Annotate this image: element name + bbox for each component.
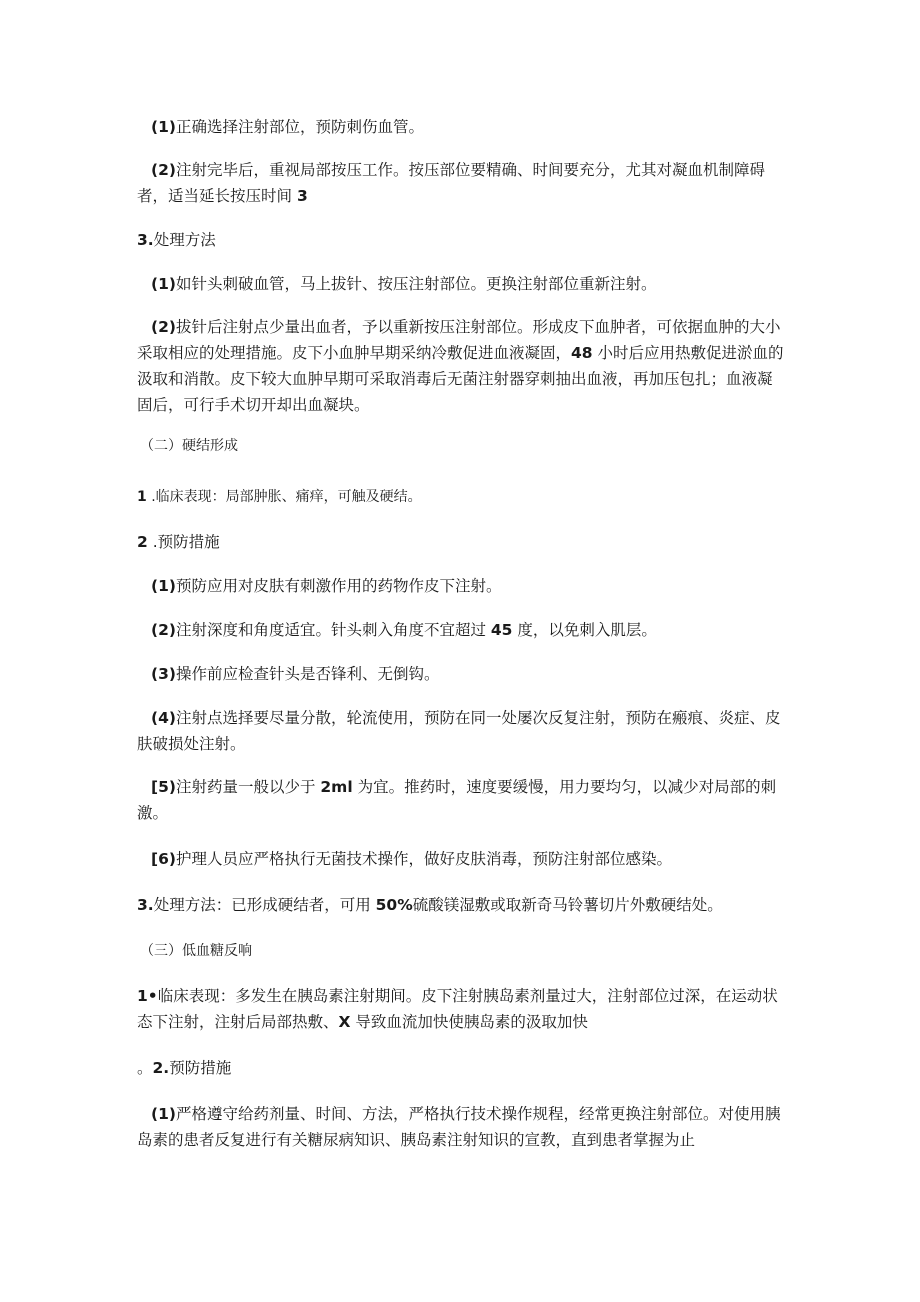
paragraph: (1)严格遵守给药剂量、时间、方法，严格执行技术操作规程，经常更换注射部位。对使用胰岛素的患者反复进行有关糖尿病知识、胰岛素注射知识的宣教，直到患者掌握为止: [137, 1105, 781, 1149]
section-heading: 3.处理方法: [137, 231, 216, 249]
paragraph: (2)拔针后注射点少量出血者，予以重新按压注射部位。形成皮下血肿者，可依据血肿的大小采取相应的处理措施。皮下小血肿早期采纳冷敷促进血液凝固，48 小时后应用热敷促进淤血的汲取和消散。皮下较大血肿早期可采取消毒后无菌注射器穿刺抽出血液，再加压包扎；血液凝固后，可行手术切开却出血凝块。: [137, 318, 784, 414]
paragraph: (2)注射深度和角度适宜。针头刺入角度不宜超过 45 度，以免刺入肌层。: [151, 621, 657, 639]
paragraph: (1)如针头刺破血管，马上拔针、按压注射部位。更换注射部位重新注射。: [151, 275, 657, 293]
paragraph: 1•临床表现：多发生在胰岛素注射期间。皮下注射胰岛素剂量过大，注射部位过深，在运动状态下注射，注射后局部热敷、X 导致血流加快使胰岛素的汲取加快: [137, 987, 778, 1031]
paragraph: (2)注射完毕后，重视局部按压工作。按压部位要精确、时间要充分，尤其对凝血机制障碍者，适当延长按压时间 3: [137, 161, 765, 205]
section-heading: 2 .预防措施: [137, 533, 220, 551]
paragraph: [5)注射药量一般以少于 2ml 为宜。推药时，速度要缓慢，用力要均匀，以减少对局部的刺激。: [137, 778, 777, 822]
paragraph: (1)预防应用对皮肤有刺激作用的药物作皮下注射。: [151, 577, 502, 595]
paragraph: [6)护理人员应严格执行无菌技术操作，做好皮肤消毒，预防注射部位感染。: [151, 850, 672, 868]
subsection-heading: （三）低血糖反响: [140, 943, 252, 959]
paragraph: (4)注射点选择要尽量分散，轮流使用，预防在同一处屡次反复注射，预防在瘢痕、炎症、皮肤破损处注射。: [137, 709, 781, 753]
paragraph: (3)操作前应检查针头是否锋利、无倒钩。: [151, 665, 440, 683]
paragraph: 1 .临床表现：局部肿胀、痛痒，可触及硬结。: [137, 489, 422, 505]
paragraph: (1)正确选择注射部位，预防刺伤血管。: [151, 118, 424, 136]
subsection-heading: （二）硬结形成: [140, 438, 238, 454]
paragraph: 3.处理方法：已形成硬结者，可用 50%硫酸镁湿敷或取新奇马铃薯切片外敷硬结处。: [137, 896, 723, 914]
section-heading: 。2.预防措施: [137, 1059, 232, 1077]
